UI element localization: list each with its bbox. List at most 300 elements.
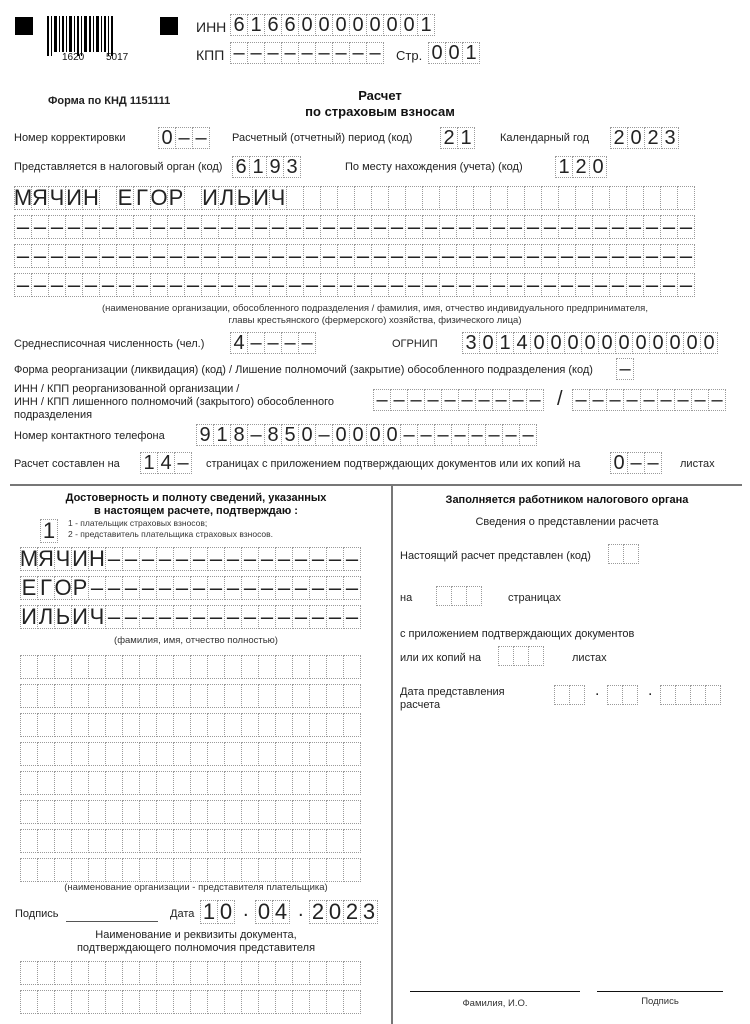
char-cell: – — [82, 244, 100, 268]
char-cell: – — [609, 215, 627, 239]
char-cell: 4 — [272, 900, 290, 924]
char-cell — [122, 858, 140, 882]
char-cell — [241, 858, 259, 882]
char-cell: – — [456, 215, 474, 239]
char-cell — [20, 684, 38, 708]
char-cell: 3 — [360, 900, 378, 924]
char-cell: – — [303, 244, 321, 268]
char-cell — [326, 990, 344, 1014]
submitted-code-field[interactable] — [608, 544, 639, 564]
char-cell: – — [133, 244, 151, 268]
char-cell: – — [526, 389, 544, 411]
char-cell: 0 — [564, 332, 582, 354]
char-cell: И — [72, 546, 88, 571]
phone-field[interactable] — [196, 424, 537, 446]
char-cell: 0 — [383, 424, 401, 446]
char-cell — [156, 961, 174, 985]
char-cell — [275, 829, 293, 853]
char-cell: – — [407, 389, 425, 411]
char-cell: – — [606, 389, 624, 411]
char-cell: – — [167, 244, 185, 268]
rep-org-row-8[interactable] — [20, 858, 361, 882]
char-cell: 5 — [281, 424, 299, 446]
char-cell — [569, 685, 585, 705]
char-cell — [224, 990, 242, 1014]
char-cell: – — [230, 42, 248, 64]
char-cell — [20, 800, 38, 824]
char-cell: 2 — [572, 156, 590, 178]
pages-label: Расчет составлен на — [14, 458, 120, 470]
doc-row-1[interactable] — [20, 961, 361, 985]
char-cell — [139, 684, 157, 708]
char-cell — [292, 713, 310, 737]
char-cell — [122, 771, 140, 795]
char-cell — [207, 829, 225, 853]
char-cell — [275, 858, 293, 882]
char-cell — [258, 800, 276, 824]
char-cell: 0 — [428, 42, 446, 64]
char-cell — [241, 800, 259, 824]
char-cell: – — [524, 273, 542, 297]
char-cell: 0 — [366, 424, 384, 446]
char-cell — [224, 961, 242, 985]
char-cell: 6 — [281, 14, 299, 36]
char-cell: – — [31, 215, 49, 239]
char-cell — [37, 742, 55, 766]
char-cell — [37, 655, 55, 679]
char-cell — [326, 771, 344, 795]
char-cell: – — [691, 389, 709, 411]
tax-on-label: на — [400, 592, 413, 604]
char-cell: – — [252, 244, 270, 268]
char-cell: – — [592, 244, 610, 268]
char-cell: 9 — [266, 156, 284, 178]
location-field[interactable] — [555, 156, 607, 178]
char-cell: 0 — [589, 156, 607, 178]
char-cell: – — [349, 42, 367, 64]
char-cell: – — [337, 244, 355, 268]
char-cell — [439, 186, 457, 210]
char-cell: 1 — [200, 900, 218, 924]
char-cell — [405, 186, 423, 210]
char-cell: – — [674, 389, 692, 411]
char-cell: – — [422, 273, 440, 297]
char-cell — [660, 186, 678, 210]
char-cell — [292, 655, 310, 679]
char-cell — [241, 990, 259, 1014]
char-cell: 8 — [264, 424, 282, 446]
submission-month-field[interactable] — [607, 685, 638, 705]
char-cell — [122, 684, 140, 708]
char-cell: – — [133, 273, 151, 297]
char-cell: – — [644, 452, 662, 474]
char-cell — [207, 771, 225, 795]
char-cell — [258, 771, 276, 795]
char-cell — [371, 186, 389, 210]
char-cell: 0 — [547, 332, 565, 354]
tax-signature-line[interactable] — [597, 991, 723, 992]
char-cell — [173, 771, 191, 795]
char-cell — [54, 800, 72, 824]
char-cell: 2 — [309, 900, 327, 924]
char-cell: – — [14, 273, 32, 297]
confirm-options — [68, 518, 273, 540]
tax-sheets-field[interactable] — [498, 646, 544, 666]
char-cell: – — [400, 424, 418, 446]
char-cell: Р — [72, 575, 88, 600]
char-cell: – — [105, 605, 123, 629]
char-cell — [592, 186, 610, 210]
char-cell: – — [626, 244, 644, 268]
tax-authority-field[interactable] — [232, 156, 301, 178]
char-cell: – — [99, 215, 117, 239]
submission-date-label-line1: Дата представления — [400, 686, 505, 698]
char-cell — [343, 990, 361, 1014]
char-cell: Ь — [55, 604, 71, 629]
char-cell: – — [65, 244, 83, 268]
char-cell: – — [616, 358, 634, 380]
char-cell — [309, 800, 327, 824]
char-cell — [37, 961, 55, 985]
period-field[interactable] — [440, 127, 475, 149]
char-cell — [309, 655, 327, 679]
payer-name-caption — [0, 303, 750, 327]
char-cell: – — [422, 215, 440, 239]
tax-pages-label: страницах — [508, 592, 561, 604]
char-cell: 0 — [349, 14, 367, 36]
char-cell — [156, 800, 174, 824]
char-cell — [156, 655, 174, 679]
char-cell: 4 — [230, 332, 248, 354]
page-number-field[interactable] — [428, 42, 480, 64]
date-month-field[interactable] — [255, 900, 290, 924]
char-cell — [173, 655, 191, 679]
char-cell — [677, 186, 695, 210]
char-cell — [292, 742, 310, 766]
char-cell: 1 — [462, 42, 480, 64]
char-cell — [241, 742, 259, 766]
kpp-field[interactable] — [230, 42, 384, 64]
reorg-code-field[interactable] — [616, 358, 634, 380]
char-cell — [156, 684, 174, 708]
char-cell — [105, 961, 123, 985]
char-cell — [286, 186, 304, 210]
rep-org-row-2[interactable] — [20, 684, 361, 708]
payer-name-row-4[interactable] — [14, 273, 695, 297]
char-cell: Е — [117, 185, 133, 210]
char-cell: – — [207, 547, 225, 571]
char-cell: – — [332, 42, 350, 64]
submission-day-field[interactable] — [554, 685, 585, 705]
char-cell: – — [207, 576, 225, 600]
char-cell: – — [643, 215, 661, 239]
char-cell — [88, 800, 106, 824]
headcount-label: Среднесписочная численность (чел.) — [14, 338, 205, 350]
char-cell: – — [298, 42, 316, 64]
payer-name-row-3[interactable] — [14, 244, 695, 268]
char-cell — [705, 685, 721, 705]
char-cell: – — [235, 273, 253, 297]
char-cell — [139, 742, 157, 766]
char-cell — [326, 961, 344, 985]
char-cell — [139, 655, 157, 679]
char-cell — [224, 858, 242, 882]
rep-org-row-7[interactable] — [20, 829, 361, 853]
char-cell: – — [99, 244, 117, 268]
char-cell: – — [247, 42, 265, 64]
char-cell — [343, 684, 361, 708]
char-cell: – — [218, 215, 236, 239]
confirm-title — [0, 492, 392, 518]
ogrnip-field[interactable] — [462, 332, 718, 354]
char-cell: – — [173, 605, 191, 629]
char-cell — [524, 186, 542, 210]
char-cell — [156, 713, 174, 737]
payer-name-row-2[interactable] — [14, 215, 695, 239]
tax-signature-caption: Подпись — [641, 996, 679, 1007]
char-cell: – — [660, 273, 678, 297]
char-cell — [354, 186, 372, 210]
date-year-field[interactable] — [309, 900, 378, 924]
char-cell: – — [116, 244, 134, 268]
char-cell: – — [281, 42, 299, 64]
char-cell: – — [303, 215, 321, 239]
char-cell — [498, 646, 514, 666]
char-cell — [71, 961, 89, 985]
char-cell: 0 — [255, 900, 273, 924]
char-cell — [473, 186, 491, 210]
char-cell: – — [439, 244, 457, 268]
section-divider-horizontal — [10, 484, 742, 486]
char-cell — [71, 990, 89, 1014]
char-cell: – — [116, 215, 134, 239]
char-cell — [71, 771, 89, 795]
char-cell: Ч — [89, 604, 105, 629]
char-cell — [88, 829, 106, 853]
char-cell: – — [473, 244, 491, 268]
char-cell — [190, 655, 208, 679]
signer-patronymic-row[interactable] — [20, 605, 361, 629]
char-cell: – — [258, 576, 276, 600]
inn-label: ИНН — [196, 19, 227, 35]
confirm-option-2: 2 - представитель плательщика страховых взносов. — [68, 529, 274, 539]
char-cell: И — [66, 185, 82, 210]
char-cell: – — [354, 215, 372, 239]
char-cell — [105, 800, 123, 824]
char-cell — [88, 742, 106, 766]
date-day-field[interactable] — [200, 900, 235, 924]
char-cell — [20, 829, 38, 853]
rep-org-row-4[interactable] — [20, 742, 361, 766]
char-cell — [122, 800, 140, 824]
char-cell: 0 — [627, 127, 645, 149]
char-cell — [54, 829, 72, 853]
char-cell — [388, 186, 406, 210]
pages-middle-text: страницах с приложением подтверждающих документов или их копий на — [206, 458, 581, 470]
headcount-field[interactable] — [230, 332, 316, 354]
year-field[interactable] — [610, 127, 679, 149]
doc-title — [0, 929, 392, 955]
char-cell: – — [343, 576, 361, 600]
char-cell: – — [122, 605, 140, 629]
char-cell — [326, 713, 344, 737]
char-cell: 6 — [232, 156, 250, 178]
char-cell: – — [207, 605, 225, 629]
char-cell — [343, 800, 361, 824]
char-cell — [343, 771, 361, 795]
char-cell: – — [224, 547, 242, 571]
barcode-number-2: 5017 — [106, 52, 129, 63]
char-cell — [88, 990, 106, 1014]
char-cell: – — [326, 605, 344, 629]
char-cell — [643, 186, 661, 210]
rep-org-row-1[interactable] — [20, 655, 361, 679]
char-cell: – — [708, 389, 726, 411]
payer-name-caption-line2: главы крестьянского (фермерского) хозяйства, физического лица) — [228, 315, 522, 326]
char-cell: – — [275, 576, 293, 600]
char-cell — [690, 685, 706, 705]
char-cell: – — [490, 273, 508, 297]
signature-label: Подпись — [15, 908, 59, 920]
char-cell: – — [456, 273, 474, 297]
correction-label: Номер корректировки — [14, 132, 126, 144]
date-dot-2: . — [298, 899, 304, 921]
page-label: Стр. — [396, 48, 423, 63]
char-cell — [309, 713, 327, 737]
tax-authority-label: Представляется в налоговый орган (код) — [14, 161, 223, 173]
char-cell — [54, 858, 72, 882]
char-cell — [71, 684, 89, 708]
char-cell — [190, 713, 208, 737]
char-cell: – — [473, 273, 491, 297]
confirm-type-field[interactable] — [40, 519, 58, 543]
char-cell: – — [298, 332, 316, 354]
char-cell: 0 — [610, 452, 628, 474]
char-cell: – — [105, 576, 123, 600]
doc-row-2[interactable] — [20, 990, 361, 1014]
char-cell: – — [507, 273, 525, 297]
char-cell: 1 — [457, 127, 475, 149]
char-cell — [275, 800, 293, 824]
char-cell: 0 — [315, 14, 333, 36]
char-cell: – — [519, 424, 537, 446]
char-cell: – — [343, 547, 361, 571]
char-cell — [37, 829, 55, 853]
char-cell: 6 — [264, 14, 282, 36]
char-cell — [309, 771, 327, 795]
rep-org-row-6[interactable] — [20, 800, 361, 824]
char-cell — [207, 800, 225, 824]
char-cell — [71, 655, 89, 679]
char-cell — [241, 684, 259, 708]
correction-field[interactable] — [158, 127, 210, 149]
sheets-field[interactable] — [610, 452, 662, 474]
char-cell: – — [623, 389, 641, 411]
char-cell — [88, 655, 106, 679]
sheets-label: листах — [680, 458, 715, 470]
char-cell — [320, 186, 338, 210]
submitted-label: Настоящий расчет представлен (код) — [400, 550, 591, 562]
signature-line[interactable] — [66, 921, 158, 922]
char-cell — [343, 961, 361, 985]
char-cell: – — [434, 424, 452, 446]
signer-name-row[interactable] — [20, 576, 361, 600]
char-cell — [71, 742, 89, 766]
char-cell — [326, 800, 344, 824]
submission-year-field[interactable] — [660, 685, 721, 705]
char-cell: 0 — [332, 14, 350, 36]
char-cell: – — [456, 244, 474, 268]
fio-line[interactable] — [410, 991, 580, 992]
char-cell — [71, 858, 89, 882]
char-cell: – — [218, 244, 236, 268]
char-cell — [156, 742, 174, 766]
char-cell — [20, 742, 38, 766]
char-cell — [173, 713, 191, 737]
char-cell: 2 — [610, 127, 628, 149]
char-cell: 0 — [349, 424, 367, 446]
char-cell — [190, 771, 208, 795]
char-cell — [37, 858, 55, 882]
reorg-inn-field[interactable] — [373, 389, 544, 411]
barcode — [47, 16, 115, 56]
char-cell: – — [190, 547, 208, 571]
char-cell: Г — [133, 186, 151, 210]
char-cell — [258, 742, 276, 766]
char-cell: – — [320, 273, 338, 297]
char-cell: – — [507, 215, 525, 239]
char-cell: 0 — [598, 332, 616, 354]
char-cell: – — [303, 273, 321, 297]
char-cell — [54, 713, 72, 737]
char-cell: 2 — [440, 127, 458, 149]
char-cell: 0 — [400, 14, 418, 36]
form-title-line2: по страховым взносам — [305, 104, 455, 119]
char-cell — [88, 961, 106, 985]
char-cell: Р — [168, 185, 184, 210]
char-cell: – — [492, 389, 510, 411]
char-cell — [20, 961, 38, 985]
rep-org-row-3[interactable] — [20, 713, 361, 737]
char-cell: – — [609, 273, 627, 297]
char-cell: – — [575, 273, 593, 297]
reorg-inn-label-line1: ИНН / КПП реорганизованной организации / — [14, 383, 240, 395]
payer-name-row-1[interactable] — [14, 186, 695, 210]
reorg-kpp-field[interactable] — [572, 389, 726, 411]
char-cell: – — [31, 244, 49, 268]
rep-org-row-5[interactable] — [20, 771, 361, 795]
char-cell — [190, 961, 208, 985]
date-dot-1: . — [243, 899, 249, 921]
char-cell: 1 — [140, 452, 158, 474]
char-cell: – — [150, 215, 168, 239]
char-cell: 0 — [530, 332, 548, 354]
char-cell — [184, 186, 202, 210]
char-cell — [156, 858, 174, 882]
tax-pages-field[interactable] — [436, 586, 482, 606]
char-cell: – — [82, 215, 100, 239]
char-cell — [207, 961, 225, 985]
char-cell: – — [458, 389, 476, 411]
inn-field[interactable] — [230, 14, 435, 36]
tax-office-subtitle: Сведения о представлении расчета — [475, 516, 659, 528]
char-cell — [122, 829, 140, 853]
char-cell: 0 — [366, 14, 384, 36]
signer-surname-row[interactable] — [20, 547, 361, 571]
char-cell: – — [337, 215, 355, 239]
char-cell — [139, 961, 157, 985]
pages-field[interactable] — [140, 452, 192, 474]
